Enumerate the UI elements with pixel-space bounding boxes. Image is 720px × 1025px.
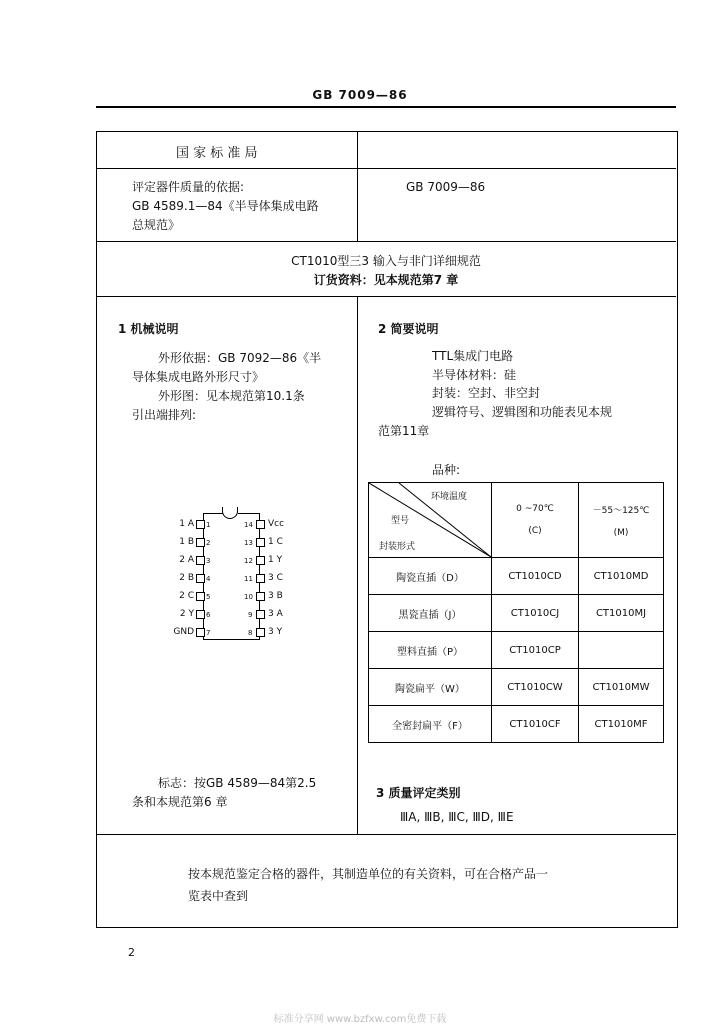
pin-11 [256, 574, 265, 583]
col-divider-top [357, 131, 358, 241]
pin-label-3a: 3 A [268, 609, 283, 619]
marking-note-cont: 条和本规范第6 章 [132, 795, 228, 809]
pin-arrangement-label: 引出端排列: [132, 408, 197, 422]
pin-14 [256, 520, 265, 529]
pin-num-2: 2 [206, 539, 211, 547]
spec-title: CT1010型三3 输入与非门详细规范 [291, 254, 481, 268]
header-rule [96, 106, 676, 108]
pin-2 [196, 538, 205, 547]
diag-package: 封装形式 [379, 542, 416, 552]
pin-num-5: 5 [206, 593, 211, 601]
pin-num-6: 6 [206, 611, 211, 619]
pin-num-13: 13 [244, 539, 253, 547]
model-c-cell: CT1010CJ [492, 595, 579, 632]
page-number: 2 [128, 946, 135, 959]
temp-commercial-range: 0 ~70℃ [516, 504, 554, 514]
pin-num-3: 3 [206, 557, 211, 565]
watermark-text: 标准分享网 www.bzfxw.com免费下载 [273, 1014, 447, 1025]
standard-number-header: GB 7009—86 [312, 88, 408, 102]
model-c-cell: CT1010CD [492, 558, 579, 595]
temp-military-range: －55～125℃ [592, 505, 650, 516]
row-divider-1 [96, 168, 676, 169]
qualified-products-note-cont: 览表中查到 [188, 889, 249, 903]
pin-num-10: 10 [244, 593, 253, 601]
pin-label-3b: 3 B [268, 591, 283, 601]
pin-label-2c: 2 C [179, 591, 194, 601]
model-m-cell: CT1010MD [579, 558, 664, 595]
authority-name: 国 家 标 准 局 [176, 146, 258, 161]
pin-label-gnd: GND [173, 627, 194, 637]
package-cell: 陶瓷扁平（W） [369, 669, 492, 706]
temp-commercial-header [492, 483, 579, 558]
col-divider-main [357, 296, 358, 834]
pin-num-14: 14 [244, 521, 253, 529]
table-row [369, 595, 664, 632]
pin-6 [196, 610, 205, 619]
pin-label-2b: 2 B [179, 573, 194, 583]
pin-8 [256, 628, 265, 637]
table-row [369, 632, 664, 669]
pin-label-1c: 1 C [268, 537, 283, 547]
table-row [369, 706, 664, 743]
pin-3 [196, 556, 205, 565]
package-type: 封装：空封、非空封 [432, 386, 541, 400]
semiconductor-material: 半导体材料：硅 [432, 368, 517, 382]
basis-standard-cont: 总规范》 [132, 218, 181, 232]
pin-label-2a: 2 A [179, 555, 194, 565]
variants-table [368, 482, 664, 743]
quality-categories: ⅢA, ⅢB, ⅢC, ⅢD, ⅢE [400, 810, 514, 824]
logic-reference: 逻辑符号、逻辑图和功能表见本规 [432, 405, 613, 419]
pin-label-1b: 1 B [179, 537, 194, 547]
chip-top-right [238, 513, 259, 514]
pin-4 [196, 574, 205, 583]
basis-standard: GB 4589.1—84《半导体集成电路 [132, 199, 319, 213]
outline-basis-cont: 导体集成电路外形尺寸》 [132, 370, 265, 384]
pin-5 [196, 592, 205, 601]
spec-number: GB 7009—86 [406, 180, 486, 194]
table-header-row [369, 483, 664, 558]
package-cell: 黑瓷直插（J） [369, 595, 492, 632]
model-c-cell: CT1010CP [492, 632, 579, 669]
row-divider-4 [96, 834, 676, 835]
pin-label-1y: 1 Y [268, 555, 283, 565]
pin-num-8: 8 [248, 629, 253, 637]
temp-military-code: (M) [613, 527, 629, 538]
model-m-cell [579, 632, 664, 669]
model-c-cell: CT1010CF [492, 706, 579, 743]
pin-num-7: 7 [206, 629, 211, 637]
pin-num-4: 4 [206, 575, 211, 583]
table-row [369, 558, 664, 595]
pin-label-3y: 3 Y [268, 627, 283, 637]
marking-note: 标志：按GB 4589—84第2.5 [158, 776, 317, 790]
package-cell: 陶瓷直插（D） [369, 558, 492, 595]
logic-reference-cont: 范第11章 [378, 424, 430, 438]
outline-basis: 外形依据：GB 7092—86《半 [158, 351, 322, 365]
pin-num-11: 11 [244, 575, 253, 583]
pin-10 [256, 592, 265, 601]
variants-label: 品种: [432, 463, 461, 477]
section3-heading: 3 质量评定类别 [376, 786, 461, 800]
pin-1 [196, 520, 205, 529]
outline-drawing: 外形图：见本规范第10.1条 [158, 389, 305, 403]
pin-12 [256, 556, 265, 565]
model-c-cell: CT1010CW [492, 669, 579, 706]
row-divider-3 [96, 296, 676, 297]
pin-label-3c: 3 C [268, 573, 283, 583]
qualified-products-note: 按本规范鉴定合格的器件，其制造单位的有关资料，可在合格产品一 [188, 867, 549, 881]
section2-heading: 2 简要说明 [378, 322, 439, 336]
model-m-cell: CT1010MF [579, 706, 664, 743]
diag-env-temp: 环境温度 [431, 492, 468, 502]
package-cell: 全密封扁平（F） [369, 706, 492, 743]
temp-commercial-code: (C) [528, 526, 542, 536]
basis-label: 评定器件质量的依据: [132, 180, 245, 194]
table-row [369, 669, 664, 706]
chip-top-left [203, 513, 223, 514]
model-m-cell: CT1010MW [579, 669, 664, 706]
temp-military-header [579, 483, 664, 558]
pin-9 [256, 610, 265, 619]
pin-7 [196, 628, 205, 637]
order-info: 订货资料：见本规范第7 章 [313, 273, 459, 287]
pin-label-1a: 1 A [179, 519, 194, 529]
pin-label-2y: 2 Y [179, 609, 194, 619]
section1-heading: 1 机械说明 [118, 322, 179, 336]
pin-num-1: 1 [206, 521, 211, 529]
row-divider-2 [96, 241, 676, 242]
pin-13 [256, 538, 265, 547]
circuit-type: TTL集成门电路 [432, 349, 514, 363]
pin-num-12: 12 [244, 557, 253, 565]
model-m-cell: CT1010MJ [579, 595, 664, 632]
diag-model: 型号 [391, 516, 410, 526]
package-cell: 塑料直插（P） [369, 632, 492, 669]
pin-num-9: 9 [248, 611, 253, 619]
pin-label-vcc: Vcc [268, 519, 285, 529]
diagonal-header-cell [369, 483, 492, 558]
